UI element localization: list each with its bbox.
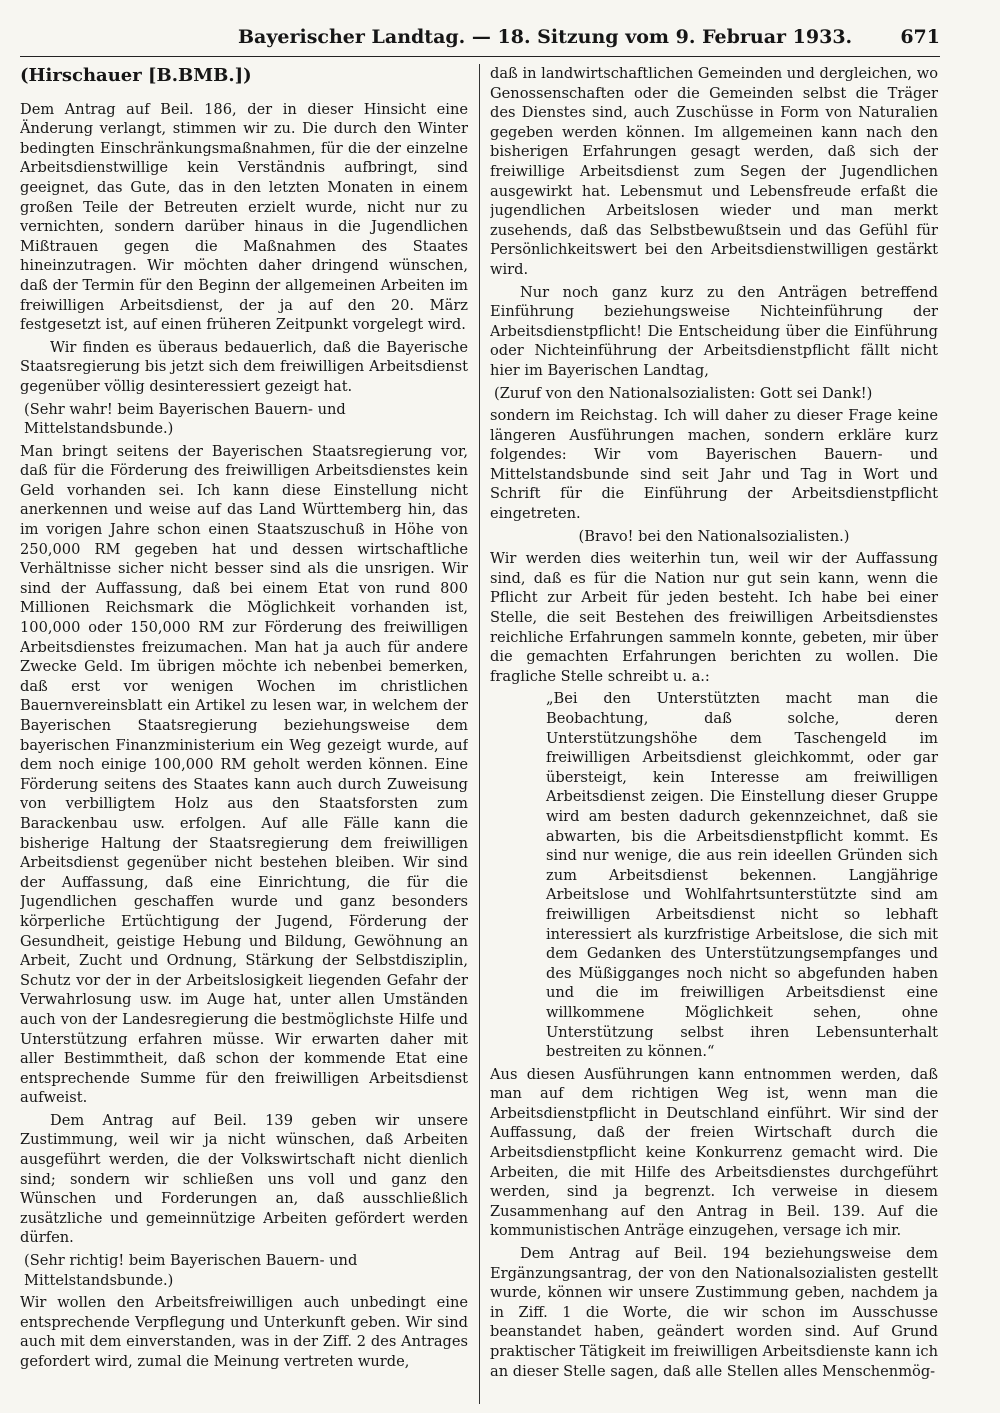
interjection: (Zuruf von den Nationalsozialisten: Gott sei Dank!) xyxy=(494,384,873,402)
left-column xyxy=(20,64,468,1404)
paragraph: Dem Antrag auf Beil. 186, der in dieser Hinsicht eine Änderung verlangt, stimmen wir zu. Die durch den Winter bedingten Einschränkungsmaßnahmen, für die der einzelne Arbeitsdienstwillige kein Verständnis aufbringt, sind geeignet, das Gute, das in den letzten Monaten in einem großen Teile der Betreuten erzielt wurde, nicht nur zu vernichten, sondern darüber hinaus in die Jugendlichen Mißtrauen gegen die Maßnahmen des Staates hineinzutragen. Wir möchten daher dringend wünschen, daß der Termin für den Beginn der allgemeinen Arbeiten im freiwilligen Arbeitsdienst, der ja auf den 20. März festgesetzt ist, auf einen früheren Zeitpunkt vorgelegt wird. xyxy=(20,100,468,334)
paragraph: daß in landwirtschaftlichen Gemeinden und dergleichen, wo Genossenschaften oder die Gemeinden selbst die Träger des Dienstes sind, auch Zuschüsse in Form von Naturalien gegeben werden können. Im allgemeinen kann nach den bisherigen Erfahrungen gesagt werden, daß sich der freiwillige Arbeitsdienst zum Segen der Jugendlichen ausgewirkt hat. Lebensmut und Lebensfreude erfaßt die jugendlichen Arbeitslosen wieder und man merkt zusehends, daß das Selbstbewußtsein und das Gefühl für Persönlichkeitswert bei den Arbeitsdienstwilligen gestärkt wird. xyxy=(490,65,938,278)
speaker-label: (Hirschauer [B.BMB.]) xyxy=(20,65,252,86)
interjection: (Bravo! bei den Nationalsozialisten.) xyxy=(578,527,850,545)
header-title: Bayerischer Landtag. — 18. Sitzung vom 9. Februar 1933. xyxy=(238,26,853,48)
page-header xyxy=(20,26,940,57)
interjection: (Sehr richtig! beim Bayerischen Bauern- und Mittelstandsbunde.) xyxy=(24,1252,358,1289)
right-column xyxy=(490,64,938,1404)
paragraph: Dem Antrag auf Beil. 194 beziehungsweise dem Ergänzungsantrag, der von den Nationalsozialisten gestellt wurde, können wir unsere Zustimmung geben, nachdem ja in Ziff. 1 die Worte, die wir schon im Ausschusse beanstandet haben, geändert worden sind. Auf Grund praktischer Tätigkeit im freiwilligen Arbeitsdienste kann ich an dieser Stelle sagen, daß alle Stellen alles Menschenmög- xyxy=(490,1245,938,1380)
column-divider xyxy=(479,64,480,1404)
paragraph: Wir finden es überaus bedauerlich, daß die Bayerische Staatsregierung bis jetzt sich dem freiwilligen Arbeitsdienst gegenüber völlig desinteressiert gezeigt hat. xyxy=(20,338,468,395)
paragraph: Dem Antrag auf Beil. 139 geben wir unsere Zustimmung, weil wir ja nicht wünschen, daß Arbeiten ausgeführt werden, die der Volkswirtschaft nicht dienlich sind; sondern wir schließen uns voll und ganz den Wünschen und Forderungen an, daß ausschließlich zusätzliche und gemeinnützige Arbeiten gefördert werden dürfen. xyxy=(20,1111,468,1247)
paragraph: sondern im Reichstag. Ich will daher zu dieser Frage keine längeren Ausführungen machen, sondern erkläre kurz folgendes: Wir vom Bayerischen Bauern- und Mittelstandsbunde sind seit Jahr und Tag in Wort und Schrift für die Einführung der Arbeitsdienstpflicht eingetreten. xyxy=(490,407,938,523)
paragraph: Wir werden dies weiterhin tun, weil wir der Auffassung sind, daß es für die Nation nur gut sein kann, wenn die Pflicht zur Arbeit für jeden besteht. Ich habe bei einer Stelle, die seit Bestehen des freiwilligen Arbeitsdienstes reichliche Erfahrungen sammeln konnte, gebeten, mir über die gemachten Erfahrungen berichten zu wollen. Die fragliche Stelle schreibt u. a.: xyxy=(490,550,938,685)
interjection: (Sehr wahr! beim Bayerischen Bauern- und Mittelstandsbunde.) xyxy=(24,400,346,438)
paragraph: Wir wollen den Arbeitsfreiwilligen auch unbedingt eine entsprechende Verpflegung und Unterkunft geben. Wir sind auch mit dem einverstanden, was in der Ziff. 2 des Antrages gefordert wird, zumal die Meinung vertreten wurde, xyxy=(20,1294,468,1370)
block-quote: „Bei den Unterstützten macht man die Beobachtung, daß solche, deren Unterstützungshöhe dem Taschengeld im freiwilligen Arbeitsdienst gleichkommt, oder gar übersteigt, kein Interesse am freiwilligen Arbeitsdienst zeigen. Die Einstellung dieser Gruppe wird am besten dadurch gekennzeichnet, daß sie abwarten, bis die Arbeitsdienstpflicht kommt. Es sind nur wenige, die aus rein ideellen Gründen sich zum Arbeitsdienst bekennen. Langjährige Arbeitslose und Wohlfahrtsunterstützte sind am freiwilligen Arbeitsdienst nicht so lebhaft interessiert als kurzfristige Arbeitslose, die sich mit dem Gedanken des Unterstützungsempfanges und des Müßigganges noch nicht so abgefunden haben und die im freiwilligen Arbeitsdienst eine willkommene Möglichkeit sehen, ohne Unterstützung selbst ihren Lebensunterhalt bestreiten zu können.“ xyxy=(546,690,938,1061)
paragraph: Man bringt seitens der Bayerischen Staatsregierung vor, daß für die Förderung des freiwilligen Arbeitsdienstes kein Geld vorhanden sei. Ich kann diese Einstellung nicht anerkennen und weise auf das Land Württemberg hin, das im vorigen Jahre schon einen Staatszuschuß in Höhe von 250,000 RM gegeben hat und dessen wirtschaftliche Verhältnisse sicher nicht besser sind als die unsrigen. Wir sind der Auffassung, daß bei einem Etat von rund 800 Millionen Reichsmark die Möglichkeit vorhanden ist, 100,000 oder 150,000 RM zur Förderung des freiwilligen Arbeitsdienstes freizumachen. Man hat ja auch für andere Zwecke Geld. Im übrigen möchte ich nebenbei bemerken, daß erst vor wenigen Wochen im christlichen Bauernvereinsblatt ein Artikel zu lesen war, in welchem der Bayerischen Staatsregierung beziehungsweise dem bayerischen Finanzministerium ein Weg gezeigt wurde, auf dem noch einige 100,000 RM geholt werden können. Eine Förderung seitens des Staates kann auch durch Zuweisung von verbilligtem Holz aus den Staatsforsten zum Barackenbau usw. erfolgen. Auf alle Fälle kann die bisherige Haltung der Staatsregierung dem freiwilligen Arbeitsdienst gegenüber nicht bestehen bleiben. Wir sind der Auffassung, daß eine Einrichtung, die für die Jugendlichen geschaffen wurde und ganz besonders körperliche Ertüchtigung der Jugend, Förderung der Gesundheit, geistige Hebung und Bildung, Gewöhnung an Arbeit, Zucht und Ordnung, Stärkung der Selbstdisziplin, Schutz vor der in der Arbeitslosigkeit liegenden Gefahr der Verwahrlosung usw. im Auge hat, unter allen Umständen auch von der Landesregierung die bestmöglichste Hilfe und Unterstützung erfahren müsse. Wir erwarten daher mit aller Bestimmtheit, daß schon der kommende Etat eine entsprechende Summe für den freiwilligen Arbeitsdienst aufweist. xyxy=(20,442,468,1107)
paragraph: Aus diesen Ausführungen kann entnommen werden, daß man auf dem richtigen Weg ist, wenn man die Arbeitsdienstpflicht in Deutschland einführt. Wir sind der Auffassung, daß der freien Wirtschaft durch die Arbeitsdienstpflicht keine Konkurrenz gemacht wird. Die Arbeiten, die mit Hilfe des Arbeitsdienstes durchgeführt werden, sind ja begrenzt. Ich verweise in diesem Zusammenhang auf den Antrag in Beil. 139. Auf die kommunistischen Anträge einzugehen, versage ich mir. xyxy=(490,1065,938,1240)
paragraph: Nur noch ganz kurz zu den Anträgen betreffend Einführung beziehungsweise Nichteinführung der Arbeitsdienstpflicht! Die Entscheidung über die Einführung oder Nichteinführung der Arbeitsdienstpflicht fällt nicht hier im Bayerischen Landtag, xyxy=(490,283,938,379)
page-number: 671 xyxy=(900,26,940,48)
